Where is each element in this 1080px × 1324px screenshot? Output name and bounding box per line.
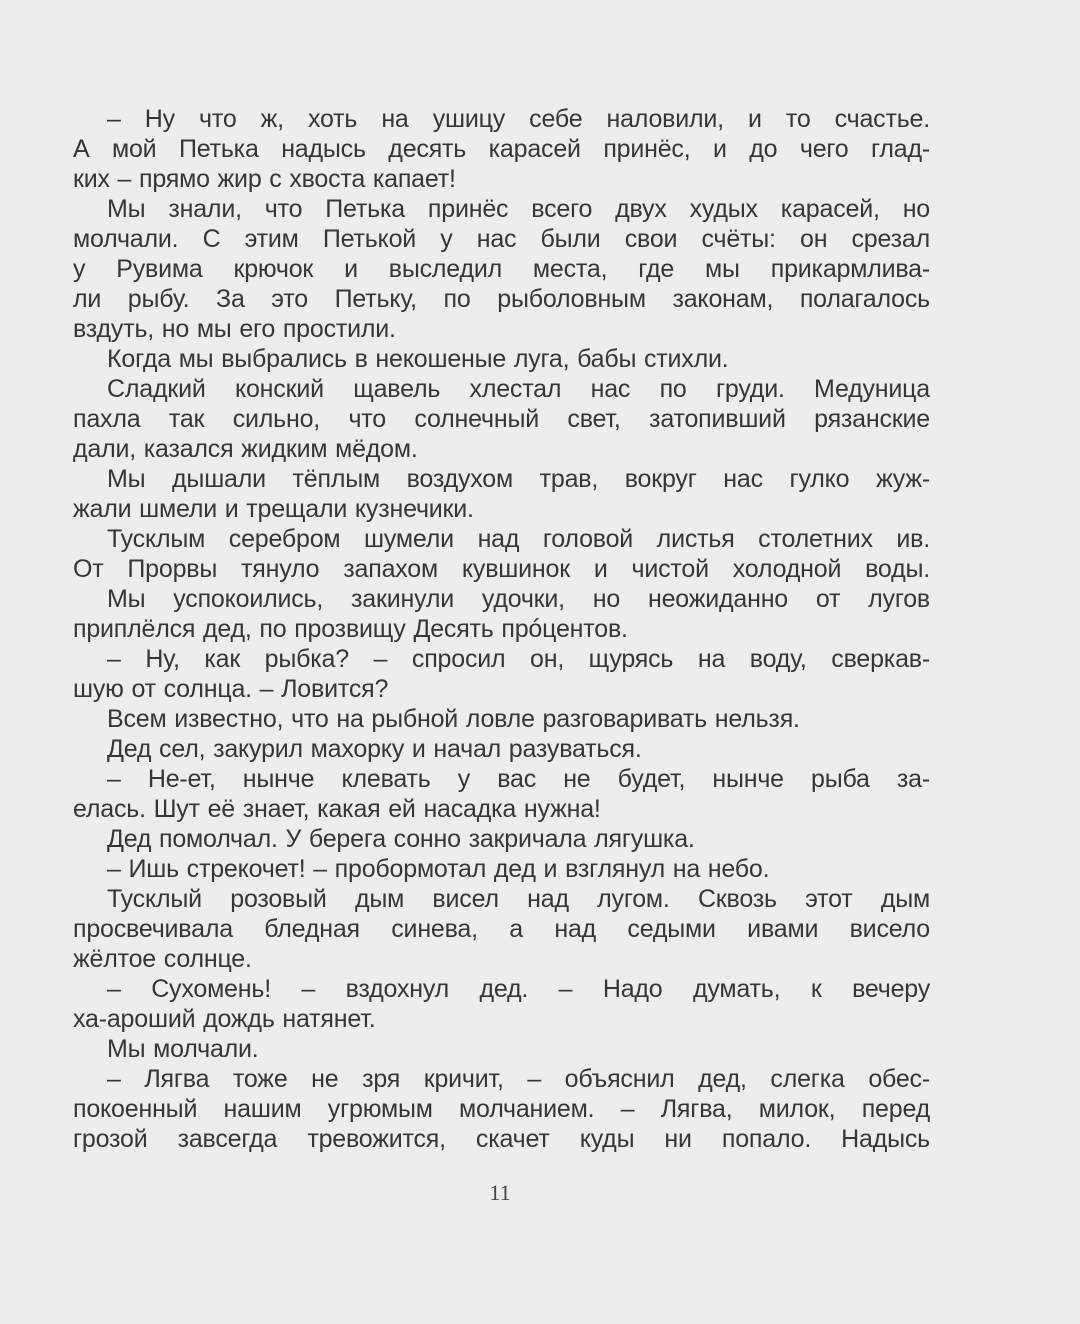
page-number: 11 xyxy=(489,1180,511,1205)
text-line: дали, казался жидким мёдом. xyxy=(73,435,418,463)
text-line: – Ну что ж, хоть на ушицу себе наловили, и то счастье. xyxy=(107,105,930,133)
text-line: Дед помолчал. У берега сонно закричала лягушка. xyxy=(107,825,695,853)
text-line: От Прорвы тянуло запахом кувшинок и чистой холодной воды. xyxy=(73,555,930,583)
text-line: елась. Шут её знает, какая ей насадка нужна! xyxy=(73,795,601,823)
text-line: Когда мы выбрались в некошеные луга, бабы стихли. xyxy=(107,345,729,373)
text-line: А мой Петька надысь десять карасей принёс, и до чего глад- xyxy=(73,135,930,163)
text-line: Мы знали, что Петька принёс всего двух худых карасей, но xyxy=(107,195,930,223)
text-line: просвечивала бледная синева, а над седыми ивами висело xyxy=(73,915,930,943)
text-line: Мы дышали тёплым воздухом трав, вокруг нас гулко жуж- xyxy=(107,465,930,493)
text-line: ких – прямо жир с хвоста капает! xyxy=(73,165,456,193)
text-line: молчали. С этим Петькой у нас были свои счёты: он срезал xyxy=(73,225,930,253)
text-line: – Сухомень! – вздохнул дед. – Надо думать, к вечеру xyxy=(107,975,930,1003)
page-body-text xyxy=(73,104,930,1154)
text-line: пахла так сильно, что солнечный свет, затопивший рязанские xyxy=(73,405,930,433)
text-line: Сладкий конский щавель хлестал нас по груди. Медуница xyxy=(107,375,930,403)
text-line: жёлтое солнце. xyxy=(73,945,252,973)
text-line: Тусклый розовый дым висел над лугом. Сквозь этот дым xyxy=(107,885,930,913)
text-line: – Не-ет, нынче клевать у вас не будет, нынче рыба за- xyxy=(107,765,930,793)
text-line: Мы успокоились, закинули удочки, но неожиданно от лугов xyxy=(107,585,930,613)
text-line: покоенный нашим угрюмым молчанием. – Лягва, милок, перед xyxy=(73,1095,930,1123)
text-line: приплёлся дед, по прозвищу Десять прóцентов. xyxy=(73,615,628,643)
text-line: грозой завсегда тревожится, скачет куды ни попало. Надысь xyxy=(73,1125,930,1153)
text-line: ли рыбу. За это Петьку, по рыболовным законам, полагалось xyxy=(73,285,930,313)
text-line: Всем известно, что на рыбной ловле разговаривать нельзя. xyxy=(107,705,800,733)
text-line: шую от солнца. – Ловится? xyxy=(73,675,389,703)
text-line: – Ну, как рыбка? – спросил он, щурясь на воду, сверкав- xyxy=(107,645,930,673)
text-line: Тусклым серебром шумели над головой листья столетних ив. xyxy=(107,525,930,553)
text-line: – Ишь стрекочет! – пробормотал дед и взглянул на небо. xyxy=(107,855,770,883)
text-line: у Рувима крючок и выследил места, где мы прикармлива- xyxy=(73,255,930,283)
text-line: Дед сел, закурил махорку и начал разуваться. xyxy=(107,735,642,763)
text-line: – Лягва тоже не зря кричит, – объяснил дед, слегка обес- xyxy=(107,1065,930,1093)
text-line: жали шмели и трещали кузнечики. xyxy=(73,495,474,523)
text-line: вздуть, но мы его простили. xyxy=(73,315,396,343)
text-line: ха-ароший дождь натянет. xyxy=(73,1005,376,1033)
text-line: Мы молчали. xyxy=(107,1035,259,1063)
